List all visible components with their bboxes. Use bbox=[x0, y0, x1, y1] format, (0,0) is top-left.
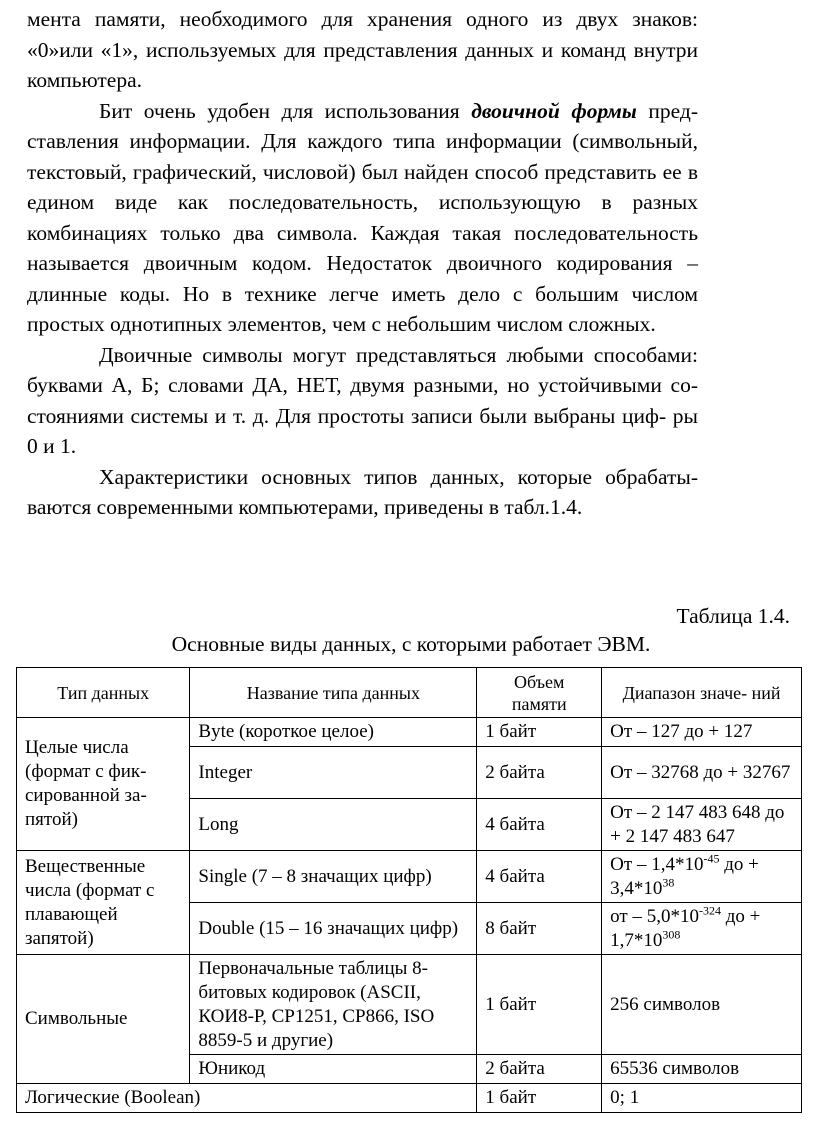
type-size: 2 байта bbox=[477, 1055, 602, 1084]
group-symbolic: Символьные bbox=[17, 955, 190, 1084]
type-range: От – 32768 до + 32767 bbox=[602, 747, 802, 799]
range-end: до + 3,4*10 bbox=[610, 853, 759, 899]
paragraph-binary-form-start: Бит очень удобен для использования bbox=[99, 98, 472, 123]
type-name: Double (15 – 16 значащих цифр) bbox=[190, 903, 477, 955]
group-reals: Вещественные числа (формат с плавающей запятой) bbox=[17, 851, 190, 955]
type-size: 1 байт bbox=[477, 955, 602, 1055]
table-header-row bbox=[17, 668, 802, 718]
type-range: От – 127 до + 127 bbox=[602, 718, 802, 747]
data-types-table bbox=[16, 667, 802, 1113]
range-end: до + 1,7*10 bbox=[610, 905, 761, 951]
paragraph-data-types: Характеристики основных типов данных, которые обрабаты- ваются современными компьютерами, приведены в табл.1.4. bbox=[27, 464, 698, 519]
type-range: 256 символов bbox=[602, 955, 802, 1055]
type-size: 4 байта bbox=[477, 851, 602, 903]
table-title-text: Основные виды данных, с которыми работает ЭВМ. bbox=[171, 632, 651, 656]
type-size: 1 байт bbox=[477, 1084, 602, 1113]
group-integers: Целые числа (формат с фик- сированной за- пятой) bbox=[17, 718, 190, 851]
group-logical: Логические (Boolean) bbox=[17, 1084, 477, 1113]
range-start: От – 1,4*10 bbox=[610, 853, 704, 875]
table-row bbox=[17, 1084, 802, 1113]
type-name: Long bbox=[190, 799, 477, 851]
type-size: 2 байта bbox=[477, 747, 602, 799]
table-number: Таблица 1.4. bbox=[676, 604, 790, 628]
paragraph-memory: мента памяти, необходимого для хранения одного из двух знаков: «0»или «1», используемых для представления данных и команд внутри компьютера. bbox=[27, 7, 698, 92]
header-type: Тип данных bbox=[17, 668, 190, 718]
header-name: Название типа данных bbox=[190, 668, 477, 718]
range-start-exponent: -45 bbox=[703, 851, 720, 866]
type-name: Юникод bbox=[190, 1055, 477, 1084]
range-end-exponent: 308 bbox=[662, 927, 681, 942]
type-size: 8 байт bbox=[477, 903, 602, 955]
type-size: 1 байт bbox=[477, 718, 602, 747]
range-start-exponent: -324 bbox=[698, 903, 721, 918]
type-range bbox=[602, 851, 802, 903]
type-range: 0; 1 bbox=[602, 1084, 802, 1113]
type-name: Single (7 – 8 значащих цифр) bbox=[190, 851, 477, 903]
type-name: Первоначальные таблицы 8-битовых кодировок (ASCII, КОИ8-Р, СР1251, СР866, ISO 8859-5 и другие) bbox=[190, 955, 477, 1055]
paragraph-binary-form bbox=[27, 96, 698, 340]
type-name: Integer bbox=[190, 747, 477, 799]
table-row bbox=[17, 955, 802, 1055]
range-start: от – 5,0*10 bbox=[610, 905, 699, 927]
table-title bbox=[0, 630, 816, 658]
table-row bbox=[17, 718, 802, 747]
emphasis-binary-form: двоичной формы bbox=[471, 98, 637, 123]
range-end-exponent: 38 bbox=[662, 875, 675, 890]
paragraph-binary-form-rest: пред- ставления информации. Для каждого типа информации (символьный, текстовый, графический, числовой) был найден способ представить ее в едином виде как последовательность, использующую в разных комбинациях только два символа. Каждая такая последовательность называется двоичным кодом. Недостаток двоичного кодирования – длинные коды. Но в технике легче иметь дело с большим числом простых однотипных элементов, чем с небольшим числом сложных. bbox=[27, 98, 698, 336]
type-range: От – 2 147 483 648 до + 2 147 483 647 bbox=[602, 799, 802, 851]
type-name: Byte (короткое целое) bbox=[190, 718, 477, 747]
header-range: Диапазон значе- ний bbox=[602, 668, 802, 718]
type-range: 65536 символов bbox=[602, 1055, 802, 1084]
table-row bbox=[17, 851, 802, 903]
type-range bbox=[602, 903, 802, 955]
header-size: Объем памяти bbox=[477, 668, 602, 718]
type-size: 4 байта bbox=[477, 799, 602, 851]
paragraph-binary-symbols: Двоичные символы могут представляться любыми способами: буквами А, Б; словами ДА, НЕТ, двумя разными, но устойчивыми со-стояниями системы и т. д. Для простоты записи были выбраны циф- ры 0 и 1. bbox=[27, 342, 698, 458]
body-text bbox=[27, 4, 698, 523]
